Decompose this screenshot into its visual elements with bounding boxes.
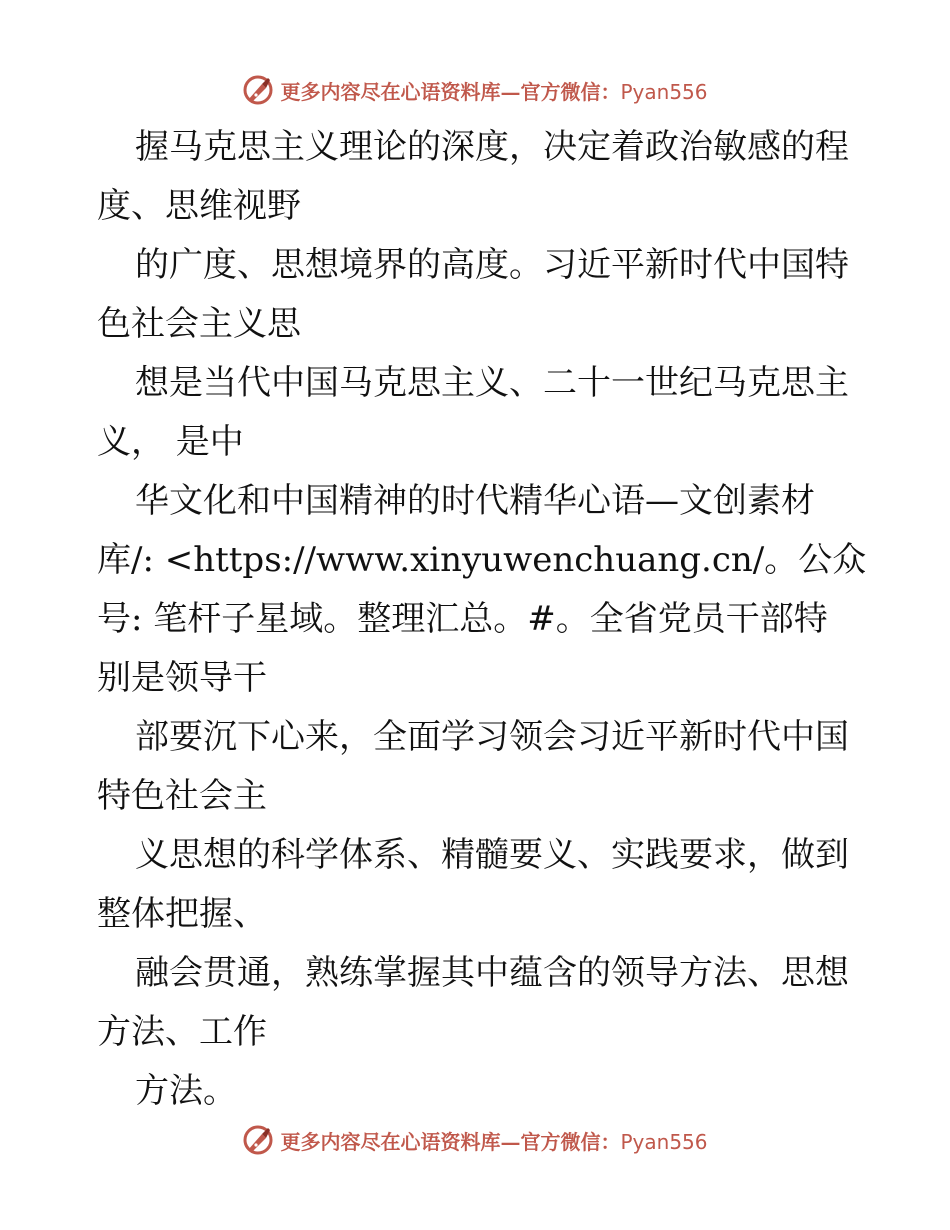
header-banner [0,70,950,110]
body-line: 特色社会主 [97,776,267,816]
body-line: 方法、工作 [97,1012,267,1052]
body-line: 方法。 [135,1071,237,1111]
body-line: 握马克思主义理论的深度，决定着政治敏感的程 [135,127,849,167]
body-line: 义思想的科学体系、精髓要义、实践要求，做到 [135,835,849,875]
body-line: 义， 是中 [97,422,244,462]
body-line: 别是领导干 [97,658,267,698]
footer-banner-text [280,1126,707,1155]
pen-nib-circle-icon [242,1124,274,1156]
body-line: 度、思维视野 [97,186,301,226]
body-line: 库/: <https://www.xinyuwenchuang.cn/。公众 [97,540,867,580]
body-line: 的广度、思想境界的高度。习近平新时代中国特 [135,245,849,285]
body-line: 部要沉下心来，全面学习领会习近平新时代中国 [135,717,849,757]
header-banner-cn: 更多内容尽在心语资料库—官方微信： [280,79,621,104]
body-line: 融会贯通，熟练掌握其中蕴含的领导方法、思想 [135,953,849,993]
footer-banner-cn: 更多内容尽在心语资料库—官方微信： [280,1129,621,1154]
pen-nib-circle-icon [242,74,274,106]
body-line: 色社会主义思 [97,304,301,344]
body-line: 号: 笔杆子星域。整理汇总。#。全省党员干部特 [97,599,828,639]
footer-banner [0,1120,950,1160]
document-body [97,118,867,1121]
header-banner-wechat-id: Pyan556 [620,79,708,104]
body-line: 华文化和中国精神的时代精华心语—文创素材 [135,481,815,521]
header-banner-text [280,76,707,105]
body-line: 想是当代中国马克思主义、二十一世纪马克思主 [135,363,849,403]
body-line: 整体把握、 [97,894,267,934]
footer-banner-wechat-id: Pyan556 [620,1129,708,1154]
